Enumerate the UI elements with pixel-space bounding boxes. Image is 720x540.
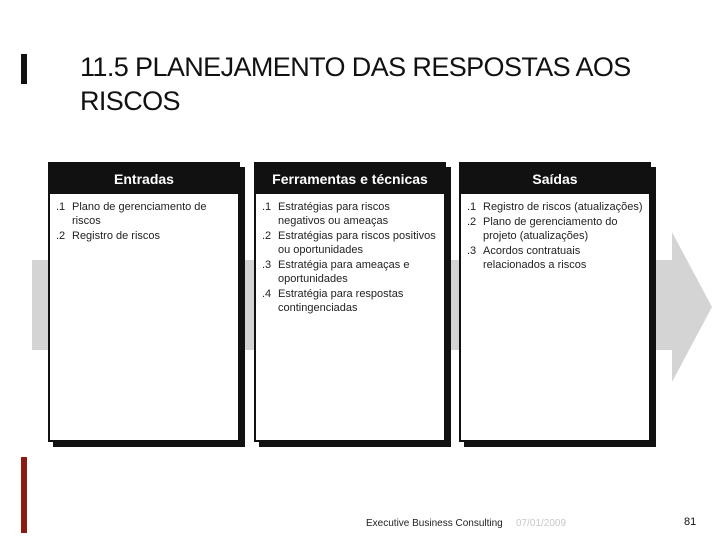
list-item: .2 Plano de gerenciamento do projeto (atualizações): [467, 216, 618, 242]
footer-company: Executive Business Consulting: [366, 518, 503, 529]
list-item: .1 Plano de gerenciamento de riscos: [56, 201, 207, 227]
page-number: 81: [684, 516, 697, 528]
inputs-list: [50, 194, 238, 243]
list-item: .3 Estratégia para ameaças e oportunidades: [262, 259, 410, 285]
list-item: .3 Acordos contratuais relacionados a riscos: [467, 245, 587, 271]
outputs-header: Saídas: [461, 164, 649, 194]
tools-list: [256, 194, 444, 315]
tools-header: Ferramentas e técnicas: [256, 164, 444, 194]
list-item: .2 Registro de riscos: [56, 230, 161, 242]
inputs-box: [48, 162, 240, 442]
list-item: .2 Estratégias para riscos positivos ou oportunidades: [262, 230, 436, 256]
footer-accent-bar: [21, 457, 27, 533]
list-item: .1 Estratégias para riscos negativos ou ameaças: [262, 201, 390, 227]
list-item: .4 Estratégia para respostas contingenciadas: [262, 288, 404, 314]
tools-box: [254, 162, 446, 442]
inputs-header: Entradas: [50, 164, 238, 194]
footer-date: 07/01/2009: [516, 518, 567, 529]
slide-title: 11.5 PLANEJAMENTO DAS RESPOSTAS AOS RISCOS: [80, 52, 631, 116]
title-accent-bar: [21, 54, 27, 84]
list-item: .1 Registro de riscos (atualizações): [467, 201, 643, 213]
outputs-list: [461, 194, 649, 272]
outputs-box: [459, 162, 651, 442]
